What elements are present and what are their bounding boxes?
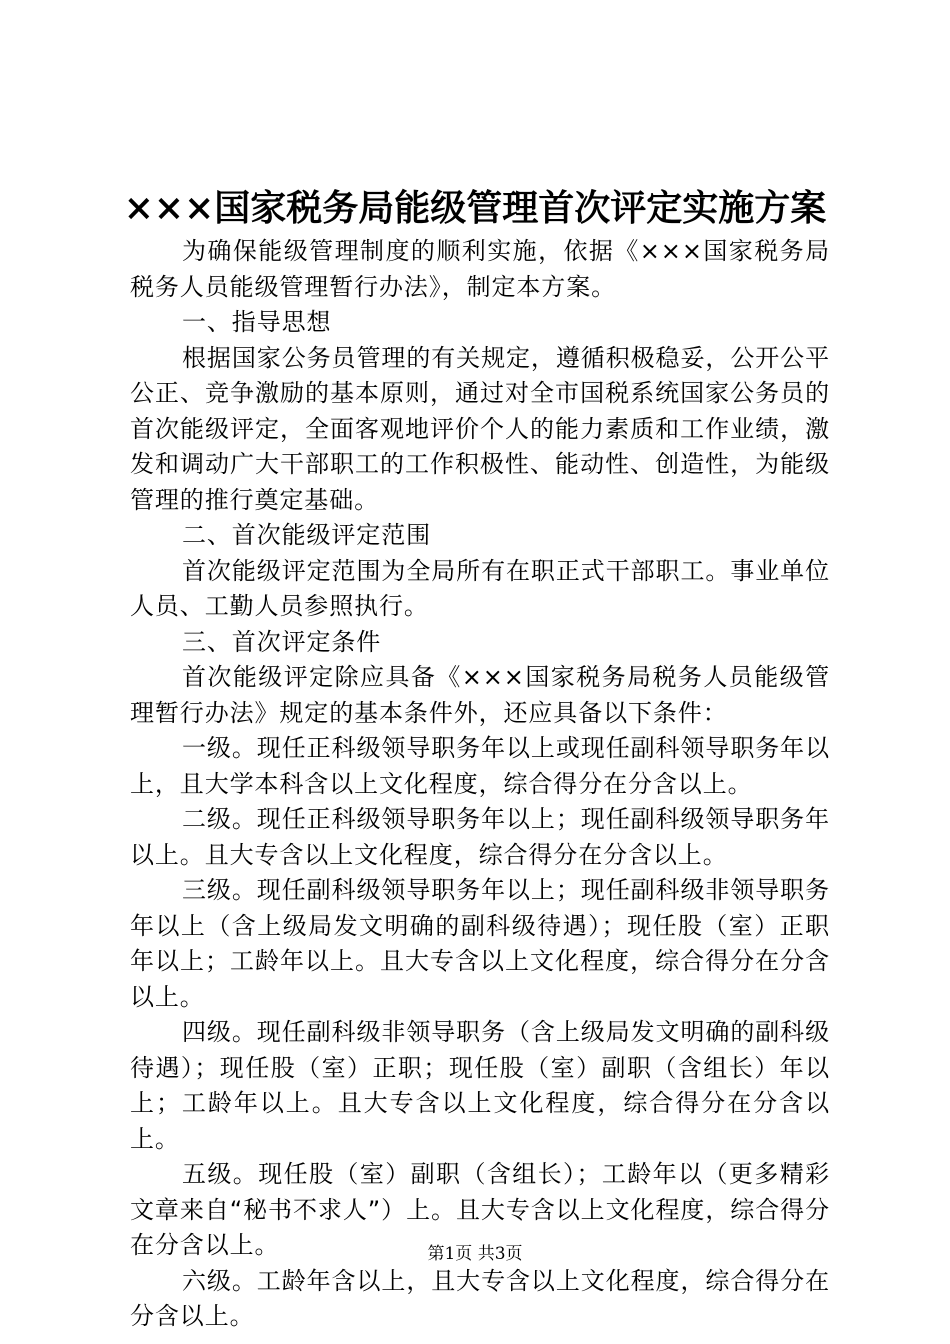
level-four-paragraph: 四级。现任副科级非领导职务（含上级局发文明确的副科级待遇）；现任股（室）正职；现任股（室）副职（含组长）年以上；工龄年以上。且大专含以上文化程度，综合得分在分含以上。 [130, 1018, 830, 1153]
evaluation-scope-paragraph: 首次能级评定范围为全局所有在职正式干部职工。事业单位人员、工勤人员参照执行。 [130, 556, 830, 620]
document-body [130, 234, 830, 1335]
level-five-paragraph: 五级。现任股（室）副职（含组长）；工龄年以（更多精彩文章来自“秘书不求人”）上。且大专含以上文化程度，综合得分在分含以上。 [130, 1160, 830, 1259]
section-heading-evaluation-conditions: 三、首次评定条件 [182, 627, 382, 656]
intro-paragraph: 为确保能级管理制度的顺利实施，依据《×××国家税务局税务人员能级管理暂行办法》，制定本方案。 [130, 237, 830, 301]
level-six-paragraph: 六级。工龄年含以上，且大专含以上文化程度，综合得分在分含以上。 [130, 1266, 830, 1330]
level-two-paragraph: 二级。现任正科级领导职务年以上；现任副科级领导职务年以上。且大专含以上文化程度，综合得分在分含以上。 [130, 805, 830, 869]
page-number-footer: 第1页 共3页 [427, 1244, 523, 1264]
guiding-ideology-paragraph: 根据国家公务员管理的有关规定，遵循积极稳妥，公开公平公正、竞争激励的基本原则，通过对全市国税系统国家公务员的首次能级评定，全面客观地评价个人的能力素质和工作业绩，激发和调动广大干部职工的工作积极性、能动性、创造性，为能级管理的推行奠定基础。 [130, 343, 830, 514]
level-three-paragraph: 三级。现任副科级领导职务年以上；现任副科级非领导职务年以上（含上级局发文明确的副科级待遇）；现任股（室）正职年以上；工龄年以上。且大专含以上文化程度，综合得分在分含以上。 [130, 876, 830, 1011]
section-heading-guiding-ideology: 一、指导思想 [182, 308, 332, 336]
document-title: ×××国家税务局能级管理首次评定实施方案 [123, 187, 827, 229]
evaluation-conditions-paragraph: 首次能级评定除应具备《×××国家税务局税务人员能级管理暂行办法》规定的基本条件外，还应具备以下条件： [130, 663, 830, 727]
level-one-paragraph: 一级。现任正科级领导职务年以上或现任副科领导职务年以上，且大学本科含以上文化程度，综合得分在分含以上。 [130, 734, 830, 798]
section-heading-evaluation-scope: 二、首次能级评定范围 [182, 521, 431, 549]
